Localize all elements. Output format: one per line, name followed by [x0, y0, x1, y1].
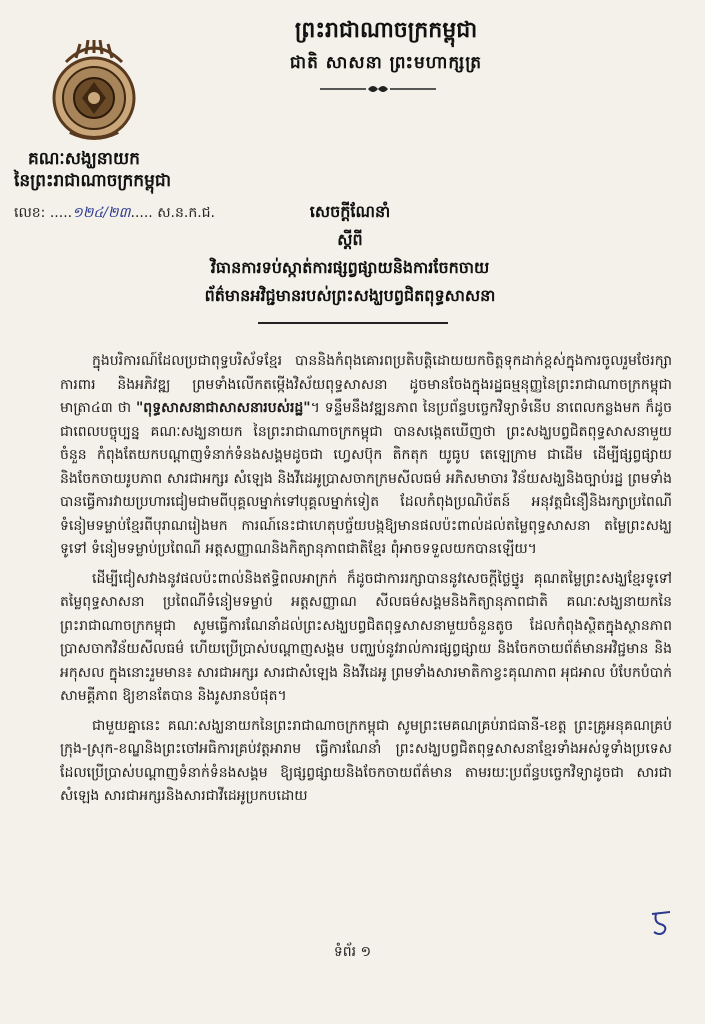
divider-ornament-icon: [318, 82, 438, 96]
org-name-line2: នៃព្រះរាជាណាចក្រកម្ពុជា: [14, 171, 172, 191]
document-body: [60, 350, 672, 815]
paragraph-2: ដើម្បីជៀសវាងនូវផលប៉ះពាល់និងឥទ្ធិពលអាក្រក់ ក៏ដូចជាការរក្សាបាននូវសេចក្ដីថ្លៃថ្នូរ គុណតម្លៃព្រះសង្ឃខ្មែរទូទៅ តម្លៃពុទ្ធសាសនា ប្រពៃណីទំនៀមទម្លាប់ អត្តសញ្ញាណ សីលធម៌សង្គមនិងកិត្យានុភាពជាតិ គណៈសង្ឃនាយកនៃព្រះរាជាណាចក្រកម្ពុជា សូមធ្វើការណែនាំដល់ព្រះសង្ឃបព្វជិតពុទ្ធសាសនាមួយចំនួនតូច ដែលកំពុងស្ថិតក្នុងស្ថានភាពប្រាសចាកវិន័យសីលធម៌ ហើយប្រើប្រាស់បណ្ដាញសង្គម បញ្ឈប់នូវរាល់ការផ្សព្វផ្សាយ និងចែកចាយព័ត៌មានអវិជ្ជមាន និងអកុសល ក្នុងនោះរួមមាន៖ សារជាអក្សរ សារជាសំឡេង និងវីដេអូ ព្រមទាំងសារមាតិកាខ្វះគុណភាព អុជអាល បំបែកបំបាក់សាមគ្គីភាព ឱ្យខានតែបាន និងរូសរានបំផុត។: [60, 570, 673, 704]
title-line3: វិធានការទប់ស្កាត់ការផ្សព្វផ្សាយនិងការចែកចាយ: [210, 258, 490, 277]
ref-suffix: ស.ន.ក.ជ.: [157, 205, 216, 221]
ref-handwritten-number: ១២៤/២៣: [72, 205, 131, 221]
title-line4: ព័ត៌មានអវិជ្ជមានរបស់ព្រះសង្ឃបព្វជិតពុទ្ធសាសនា: [204, 286, 496, 305]
kingdom-name: ព្រះរាជាណាចក្រកម្ពុជា: [294, 17, 478, 43]
title-underline: [258, 322, 448, 324]
reference-number: លេខ: .....១២៤/២៣..... ស.ន.ក.ជ.: [14, 205, 216, 221]
kingdom-header: [236, 14, 536, 76]
constitution-quote: "ពុទ្ធសាសនាជាសាសនារបស់រដ្ឋ": [136, 400, 311, 416]
national-motto: ជាតិ សាសនា ព្រះមហាក្សត្រ: [289, 53, 483, 73]
title-line2: ស្ដីពី: [337, 230, 363, 249]
paragraph-1: ក្នុងបរិការណ៍ដែលប្រជាពុទ្ធបរិស័ទខ្មែរ បាននិងកំពុងគោរពប្រតិបត្តិដោយយកចិត្តទុកដាក់ខ្ពស់ក្នុងការចូលរួមថែរក្សា ការពារ និងអភិវឌ្ឍ ព្រមទាំងលើកតម្កើងវិស័យពុទ្ធសាសនា ដូចមានចែងក្នុងរដ្ឋធម្មនុញ្ញនៃព្រះរាជាណាចក្រកម្ពុជា មាត្រា៤៣ ថា "ពុទ្ធសាសនាជាសាសនារបស់រដ្ឋ"។ ទន្ទឹមនឹងវឌ្ឍនភាព នៃប្រព័ន្ធបច្ចេកវិទ្យាទំនើប នាពេលកន្លងមក ក៏ដូចជាពេលបច្ចុប្បន្ន គណៈសង្ឃនាយក នៃព្រះរាជាណាចក្រកម្ពុជា បានសង្កេតឃើញថា ព្រះសង្ឃបព្វជិតពុទ្ធសាសនាមួយចំនួន កំពុងតែយកបណ្ដាញទំនាក់ទំនងសង្គមដូចជា ហ្វេសប៊ុក តិកតុក យូធូប តេឡេក្រាម ជាដើម ដើម្បីផ្សព្វផ្សាយ និងចែកចាយរូបភាព សារជាអក្សរ សំឡេង និងវីដេអូប្រាសចាកក្រមសីលធម៌ អភិសមាចារ វិន័យសង្ឃនិងច្បាប់រដ្ឋ ព្រមទាំងបានធ្វើការវាយប្រហារជៀមជាមពីបុគ្គលម្នាក់ទៅបុគ្គលម្នាក់ទៀត ដែលកំពុងប្រណិប័តន៍ អនុវត្តជំនឿនិងរក្សាប្រពៃណីទំនៀមទម្លាប់ខ្មែរពីបុរាណរៀងមក ការណ៍នេះជាហេតុបច្ច័យបង្កឱ្យមានផលប៉ះពាល់ដល់តម្លៃពុទ្ធសាសនា តម្លៃព្រះសង្ឃទូទៅ ទំនៀមទម្លាប់ប្រពៃណី អត្តសញ្ញាណនិងកិត្យានុភាពជាតិខ្មែរ ពុំអាចទទួលយកបានឡើយ។: [60, 353, 672, 557]
org-name-line1: គណៈសង្ឃនាយក: [28, 149, 140, 169]
page-number: ទំព័រ ១: [333, 944, 372, 960]
monastic-seal-icon: [48, 40, 140, 142]
document-title: [140, 198, 560, 310]
issuing-organization: [14, 148, 244, 192]
title-line1: សេចក្ដីណែនាំ: [309, 202, 391, 221]
ref-prefix: លេខ:: [14, 205, 46, 221]
paragraph-3: ជាមួយគ្នានេះ គណៈសង្ឃនាយកនៃព្រះរាជាណាចក្រកម្ពុជា សូមព្រះមេគណគ្រប់រាជធានី-ខេត្ត ព្រះគ្រូអនុគណគ្រប់ក្រុង-ស្រុក-ខណ្ឌនិងព្រះចៅអធិការគ្រប់វត្តអារាម ធ្វើការណែនាំ ព្រះសង្ឃបព្វជិតពុទ្ធសាសនាខ្មែរទាំងអស់ទូទាំងប្រទេស ដែលប្រើប្រាស់បណ្ដាញទំនាក់ទំនងសង្គម ឱ្យផ្សព្វផ្សាយនិងចែកចាយព័ត៌មាន តាមរយៈប្រព័ន្ធបច្ចេកវិទ្យាដូចជា សារជាសំឡេង សារជាអក្សរនិងសារជាវីដេអូប្រកបដោយ: [60, 717, 672, 804]
handwritten-initial-icon: [648, 908, 676, 938]
